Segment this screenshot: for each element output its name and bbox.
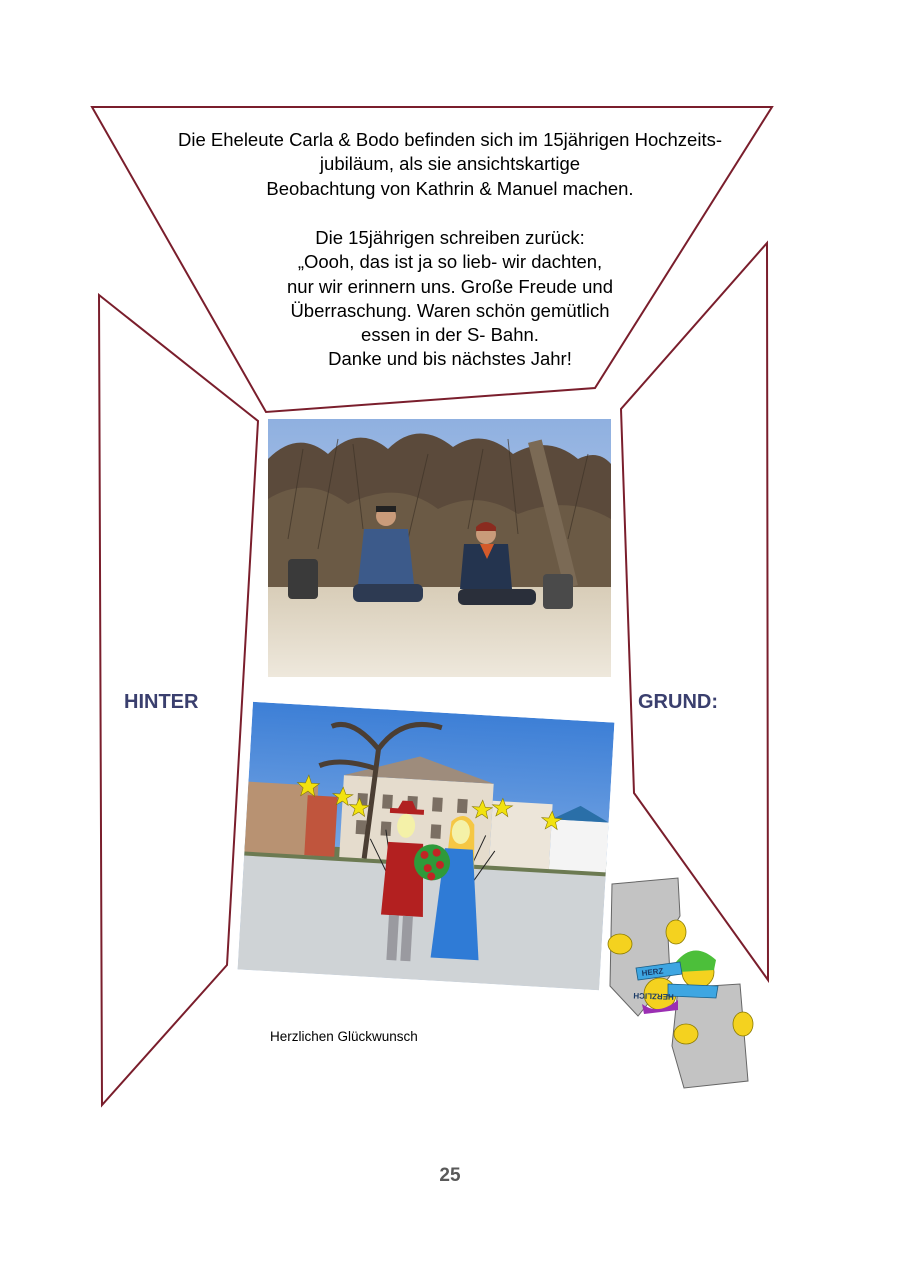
reply-paragraph bbox=[170, 226, 730, 372]
banner-text: HERZLICH bbox=[633, 990, 674, 1002]
svg-text:HERZ: HERZ bbox=[641, 966, 664, 978]
text-line: jubiläum, als sie ansichtskartige bbox=[319, 153, 581, 175]
text-line: Die Eheleute Carla & Bodo befinden sich im 15jährigen Hochzeits- bbox=[178, 129, 722, 150]
intro-paragraph bbox=[150, 128, 750, 201]
text-line: „Oooh, das ist ja so lieb- wir dachten, bbox=[297, 251, 603, 273]
text-line: essen in der S- Bahn. bbox=[361, 324, 539, 346]
page-number: 25 bbox=[439, 1165, 461, 1186]
side-label-left: HINTER bbox=[124, 691, 199, 713]
caption: Herzlichen Glückwunsch bbox=[270, 1029, 418, 1044]
hugging-figures-illustration bbox=[598, 876, 760, 1092]
town-square-photo bbox=[238, 702, 615, 990]
side-label-right: GRUND: bbox=[638, 691, 718, 713]
text-line: Danke und bis nächstes Jahr! bbox=[328, 348, 572, 370]
beach-photo bbox=[268, 419, 611, 677]
text-line: Überraschung. Waren schön gemütlich bbox=[290, 299, 610, 321]
text-line: nur wir erinnern uns. Große Freude und bbox=[287, 275, 613, 297]
text-line: Die 15jährigen schreiben zurück: bbox=[315, 227, 585, 248]
text-line: Beobachtung von Kathrin & Manuel machen. bbox=[266, 177, 634, 199]
